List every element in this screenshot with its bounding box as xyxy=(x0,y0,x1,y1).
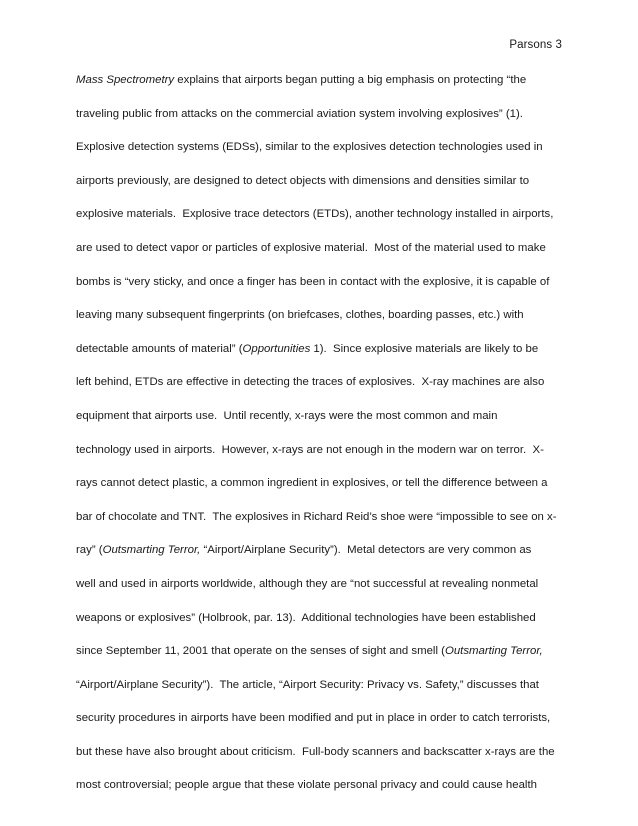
text-segment: detectable amounts of material” ( xyxy=(76,342,243,355)
running-head: Parsons 3 xyxy=(509,39,562,51)
text-segment: “Airport/Airplane Security”). The article, “Airport Security: Privacy vs. Safety,” discusses that xyxy=(76,678,539,691)
text-segment: security procedures in airports have been modified and put in place in order to catch terrorists, xyxy=(76,712,551,725)
text-line xyxy=(76,333,566,367)
text-line xyxy=(76,635,566,669)
text-segment: but these have also brought about criticism. Full-body scanners and backscatter x-rays are the xyxy=(76,745,555,758)
text-segment: airports previously, are designed to detect objects with dimensions and densities similar to xyxy=(76,174,530,187)
text-line xyxy=(76,232,566,266)
text-line xyxy=(76,131,566,165)
text-segment: “Airport/Airplane Security”). Metal detectors are very common as xyxy=(200,544,532,557)
text-segment: bombs is “very sticky, and once a finger has been in contact with the explosive, it is capable of xyxy=(76,275,550,288)
text-line xyxy=(76,299,566,333)
text-segment: leaving many subsequent fingerprints (on briefcases, clothes, boarding passes, etc.) with xyxy=(76,309,524,322)
italic-citation-text: Outsmarting Terror, xyxy=(102,544,201,557)
text-segment: Explosive detection systems (EDSs), similar to the explosives detection technologies used in xyxy=(76,141,543,154)
text-segment: left behind, ETDs are effective in detecting the traces of explosives. X-ray machines are also xyxy=(76,376,545,389)
text-segment: technology used in airports. However, x-rays are not enough in the modern war on terror. X- xyxy=(76,443,544,456)
text-segment: explosive materials. Explosive trace detectors (ETDs), another technology installed in airports, xyxy=(76,208,554,221)
text-line xyxy=(76,266,566,300)
text-line xyxy=(76,434,566,468)
text-segment: bar of chocolate and TNT. The explosives in Richard Reid’s shoe were “impossible to see on x- xyxy=(76,510,557,523)
text-line xyxy=(76,534,566,568)
text-line xyxy=(76,602,566,636)
text-segment: 1). Since explosive materials are likely to be xyxy=(310,342,539,355)
text-segment: weapons or explosives” (Holbrook, par. 13). Additional technologies have been established xyxy=(76,611,536,624)
text-line xyxy=(76,736,566,770)
text-line xyxy=(76,98,566,132)
text-segment: equipment that airports use. Until recently, x-rays were the most common and main xyxy=(76,409,498,422)
text-line xyxy=(76,669,566,703)
body-paragraph xyxy=(76,64,566,803)
text-line xyxy=(76,568,566,602)
text-line xyxy=(76,64,566,98)
text-line xyxy=(76,702,566,736)
text-segment: well and used in airports worldwide, although they are “not successful at revealing nonmetal xyxy=(76,577,539,590)
text-line xyxy=(76,769,566,803)
text-segment: explains that airports began putting a big emphasis on protecting “the xyxy=(174,74,527,86)
text-segment: rays cannot detect plastic, a common ingredient in explosives, or tell the difference between a xyxy=(76,477,548,490)
text-line xyxy=(76,366,566,400)
text-segment: ray” ( xyxy=(76,544,103,557)
text-segment: most controversial; people argue that these violate personal privacy and could cause health xyxy=(76,779,537,792)
text-line xyxy=(76,198,566,232)
text-segment: traveling public from attacks on the commercial aviation system involving explosives” (1). xyxy=(76,107,523,120)
text-line xyxy=(76,467,566,501)
italic-citation-text: Outsmarting Terror, xyxy=(444,645,543,658)
text-line xyxy=(76,400,566,434)
text-line xyxy=(76,501,566,535)
text-segment: since September 11, 2001 that operate on the senses of sight and smell ( xyxy=(76,645,445,658)
text-segment: are used to detect vapor or particles of explosive material. Most of the material used to make xyxy=(76,241,546,254)
italic-citation-text: Opportunities xyxy=(242,342,311,355)
text-line xyxy=(76,165,566,199)
italic-citation-text: Mass Spectrometry xyxy=(76,74,175,86)
